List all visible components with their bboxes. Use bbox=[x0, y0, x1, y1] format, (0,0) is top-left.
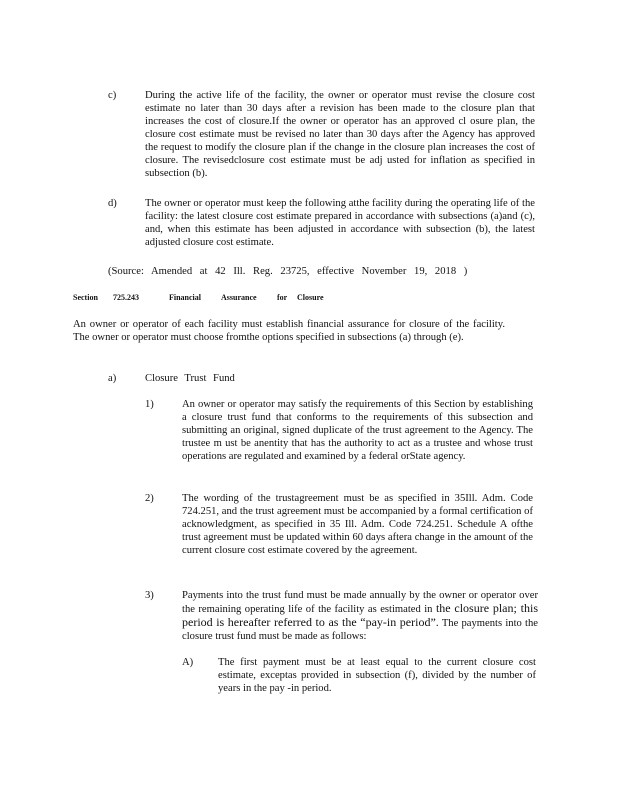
sub-2-label: 2) bbox=[145, 493, 154, 504]
heading-word-for: for bbox=[277, 293, 288, 302]
sub-3-text-c: The payments into the closure trust fund must be made as follows: bbox=[182, 618, 538, 642]
sub-A-label: A) bbox=[182, 657, 194, 668]
sub-3-text-a: Payments into the trust fund must be made annually by the owner or operator over the remaining operating life of the facility as estimated in bbox=[182, 590, 538, 615]
heading-word-closure: Closure bbox=[297, 293, 324, 302]
sub-A-text: The first payment must be at least equal to the current closure cost estimate, exceptas provided in subsection (f), divided by the number of years in the pay -in period. bbox=[218, 657, 536, 694]
sub-3-label: 3) bbox=[145, 590, 154, 601]
intro-paragraph: An owner or operator of each facility must establish financial assurance for closure of the facility. The owner or operator must choose fromthe options specified in subsections (a) through (e). bbox=[73, 319, 505, 343]
section-word: Section bbox=[73, 293, 98, 302]
item-d-label: d) bbox=[108, 198, 117, 209]
item-d-text: The owner or operator must keep the following atthe facility during the operating life of the facility: the latest closure cost estimate prepared in accordance with subsections (a)and (c), and, when this estimate has been adjusted in accordance with subsection (b), the latest adjusted closure cost estimate. bbox=[145, 198, 535, 248]
heading-word-financial: Financial bbox=[169, 293, 202, 302]
sub-1-label: 1) bbox=[145, 399, 154, 410]
heading-word-assurance: Assurance bbox=[221, 293, 257, 302]
sub-1-text: An owner or operator may satisfy the requirements of this Section by establishing a closure trust fund that conforms to the requirements of this subsection and submitting an original, signed duplicate of the trust agreement to the Agency. The trustee m ust be anentity that has the authority to act as a trustee and whose trust operations are regulated and examined by a federal orState agency. bbox=[182, 399, 533, 462]
section-number: 725.243 bbox=[113, 293, 139, 302]
sub-3-text-b: the closure plan; this period is hereafter referred to as the “pay-in period”. bbox=[182, 601, 538, 629]
item-c-label: c) bbox=[108, 90, 117, 101]
source-note: (Source: Amended at 42 Ill. Reg. 23725, effective November 19, 2018 ) bbox=[108, 266, 468, 277]
item-a-label: a) bbox=[108, 373, 117, 384]
item-c-text: During the active life of the facility, the owner or operator must revise the closure cost estimate no later than 30 days after a revision has been made to the closure plan that increases the cost of closure.If the owner or operator has an approved cl osure plan, the closure cost estimate must be revised no later than 30 days after the Agency has approved the request to modify the closure plan if the change in the closure plan increases the cost of closure. The revisedclosure cost estimate must be adj usted for inflation as specified in subsection (b). bbox=[145, 90, 535, 179]
sub-2-text: The wording of the trustagreement must be as specified in 35Ill. Adm. Code 724.251, and the trust agreement must be accompanied by a formal certification of acknowledgment, as specified in 35 Ill. Adm. Code 724.251. Schedule A ofthe trust agreement must be updated within 60 days aftera change in the amount of the current closure cost estimate covered by the agreement. bbox=[182, 493, 533, 556]
item-a-title: Closure Trust Fund bbox=[145, 373, 235, 384]
section-heading bbox=[73, 293, 324, 303]
sub-3-text bbox=[182, 589, 538, 643]
